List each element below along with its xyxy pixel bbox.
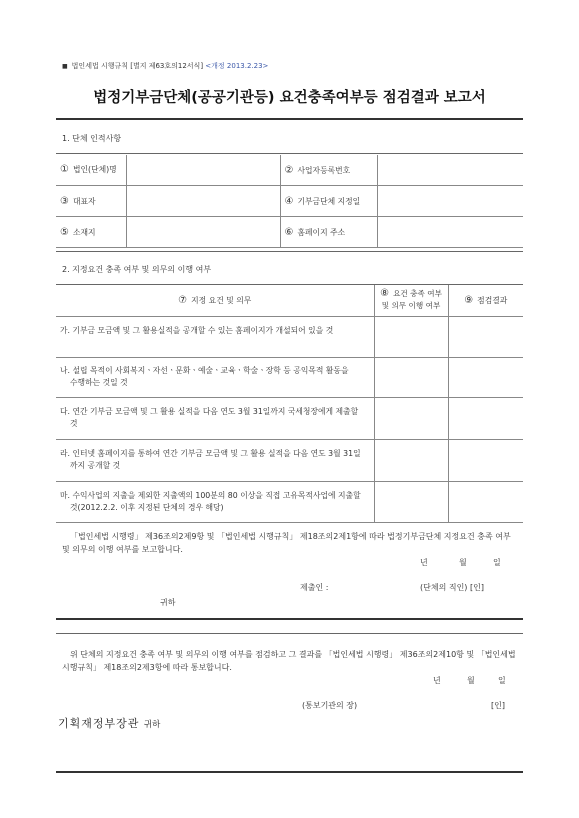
label-cell [56,217,126,248]
requirement-text [56,439,374,481]
requirement-line: 것(2012.2.2. 이후 지정된 단체의 경우 해당) [70,502,224,512]
address-label: 소재지 [72,227,96,237]
label-cell [56,155,126,186]
requirement-text [56,357,374,397]
result-cell[interactable] [448,397,523,439]
label-cell [280,217,377,248]
homepage-label: 홈페이지 주소 [297,227,346,237]
requirement-row [56,397,523,439]
circled-number: ② [284,164,294,176]
requirement-line: 수행하는 것일 것 [70,378,128,387]
label-cell [280,186,377,217]
result-cell[interactable] [448,481,523,522]
compliance-cell[interactable] [374,357,448,397]
compliance-cell[interactable] [374,439,448,481]
circled-number: ③ [60,195,69,207]
agency-head-label: (통보기관의 장) [302,701,358,710]
requirement-row [56,481,523,522]
result-cell[interactable] [448,439,523,481]
entity-info-row [56,186,523,217]
submitter-label: 제출인 : [300,583,329,592]
requirement-line: 까지 공개할 것 [70,461,121,470]
representative-field[interactable] [126,186,280,217]
result-header-label: 점검결과 [477,295,508,305]
circled-number: ⑦ [178,294,188,306]
section1-heading: 1. 단체 인적사항 [62,134,122,143]
representative-label: 대표자 [72,196,96,206]
circled-number: ⑥ [284,226,294,238]
address-field[interactable] [126,217,280,248]
top-divider [56,118,523,120]
report-month: 월 [459,558,467,567]
requirement-line: 것 [70,419,78,428]
requirement-header-label: 지정 요건 및 의무 [191,295,252,305]
notice-top-rule [56,633,523,634]
report-addressee: 귀하 [160,598,176,607]
submitter-seal: (단체의 직인) [인] [420,583,484,592]
circled-number: ⑧ [380,288,390,300]
report-bottom-rule [56,618,523,620]
compliance-cell[interactable] [374,316,448,357]
result-header [448,285,523,316]
report-day: 일 [493,558,501,567]
report-year: 년 [420,558,428,567]
entity-name-field[interactable] [126,155,280,186]
business-number-label: 사업자등록번호 [297,165,351,175]
label-cell [56,186,126,217]
requirement-line: 다. 연간 기부금 모금액 및 그 활용 실적을 다음 연도 3월 31일까지 국세청장에게 제출할 [60,407,359,416]
compliance-cell[interactable] [374,481,448,522]
entity-name-label: 법인(단체)명 [72,165,117,174]
report-statement: 「법인세법 시행령」 제36조의2제9항 및 「법인세법 시행규칙」 제18조의2제1항에 따라 법정기부금단체 지정요건 충족 여부 및 의무의 이행 여부를 보고합니다. [62,532,511,554]
designation-date-label: 기부금단체 지정일 [297,196,361,206]
compliance-header-line2: 및 의무 이행 여부 [381,301,441,311]
entity-info-row [56,155,523,186]
requirement-line: 마. 수익사업의 지출을 제외한 지출액의 100분의 80 이상을 직접 고유목적사업에 지출할 [60,490,361,500]
requirement-header [56,285,374,316]
requirement-row [56,357,523,397]
requirement-row [56,316,523,357]
requirement-line: 나. 설립 목적이 사회복지ㆍ자선ㆍ문화ㆍ예술ㆍ교육ㆍ학술ㆍ장학 등 공익목적 활동을 [60,366,349,375]
homepage-field[interactable] [377,217,523,248]
requirements-table [56,285,523,523]
minister-title: 기획재정부장관 [58,717,140,730]
result-cell[interactable] [448,316,523,357]
requirement-text [56,481,374,522]
designation-date-field[interactable] [377,186,523,217]
requirement-line: 라. 인터넷 홈페이지를 통하여 연간 기부금 모금액 및 그 활용 실적을 다음 연도 3월 31일 [60,449,361,458]
revision-date: <개정 2013.2.23> [205,62,269,70]
notice-month: 월 [467,676,475,685]
requirement-line: 가. 기부금 모금액 및 그 활용실적을 공개할 수 있는 홈페이지가 개설되어 있을 것 [60,325,334,335]
business-number-field[interactable] [377,155,523,186]
form-reference-line [62,61,268,71]
requirement-row [56,439,523,481]
section1-bottom-rule [56,251,523,252]
circled-number: ⑤ [60,226,69,238]
notice-day: 일 [498,676,506,685]
square-bullet-icon: ■ [62,63,68,70]
requirements-header-row [56,285,523,316]
circled-number: ④ [284,195,294,207]
section1-top-rule [56,153,523,154]
circled-number: ⑨ [464,294,474,306]
bottom-rule [56,771,523,773]
notice-addressee: 귀하 [143,720,161,730]
circled-number: ① [60,164,69,175]
entity-info-row [56,217,523,248]
form-reference: 법인세법 시행규칙 [별지 제63호의12서식] [71,62,204,70]
page-title: 법정기부금단체(공공기관등) 요건충족여부등 점검결과 보고서 [93,90,486,106]
requirement-text [56,397,374,439]
compliance-header [374,285,448,316]
entity-info-table [56,155,523,248]
compliance-header-line1: 요건 충족 여부 [393,289,442,299]
notice-statement: 위 단체의 지정요건 충족 여부 및 의무의 이행 여부를 점검하고 그 결과를 「법인세법 시행령」 제36조의2제10항 및 「법인세법 시행규칙」 제18조의2제3항에 따라 통보합니다. [62,650,516,672]
result-cell[interactable] [448,357,523,397]
compliance-cell[interactable] [374,397,448,439]
requirement-text [56,316,374,357]
section2-heading: 2. 지정요건 충족 여부 및 의무의 이행 여부 [62,265,212,274]
agency-seal: [인] [491,701,505,710]
label-cell [280,155,377,186]
minister-addressee [58,715,160,731]
notice-year: 년 [433,676,441,685]
